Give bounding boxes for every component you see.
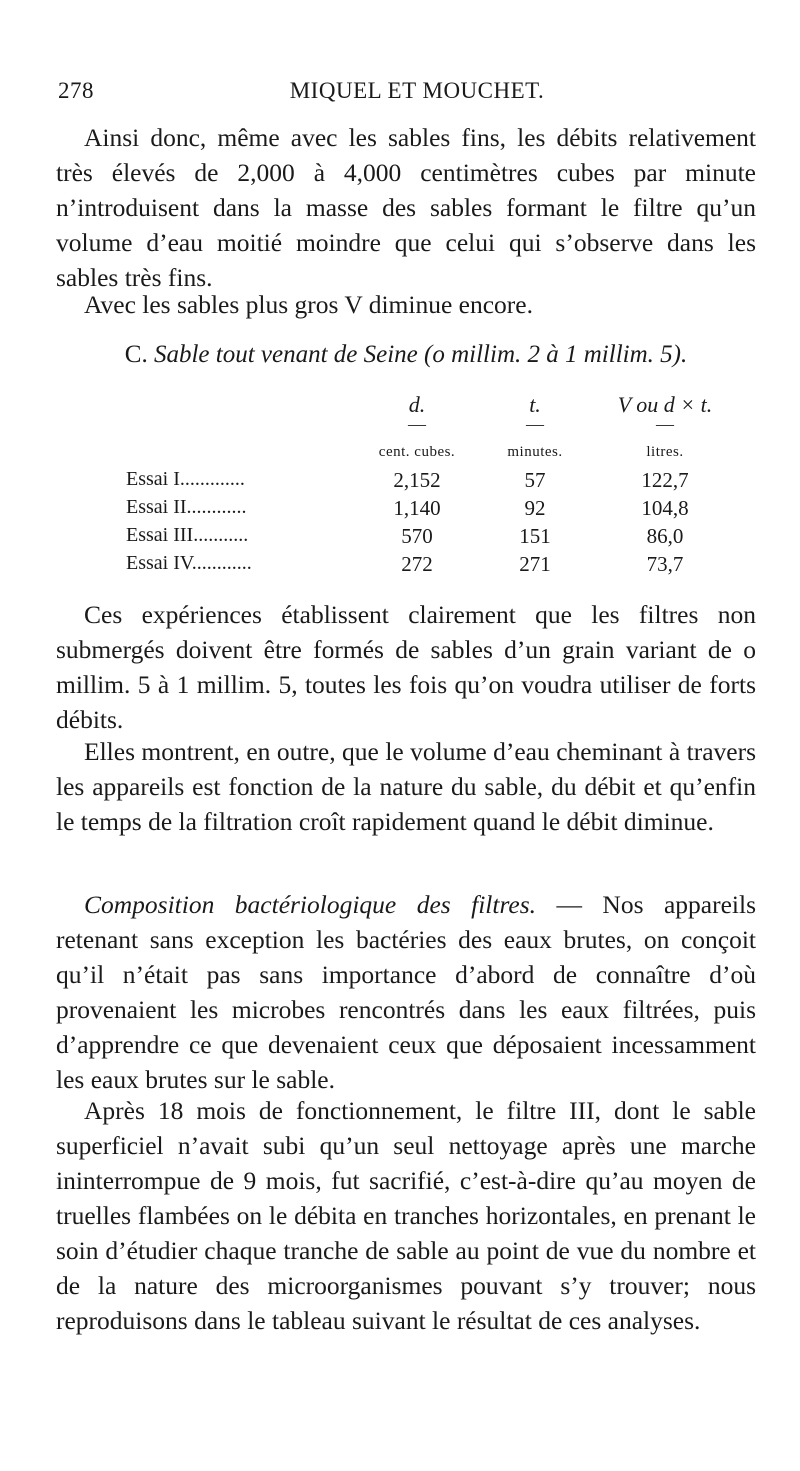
paragraph-6 [56, 1093, 756, 1338]
cell-v: 73,7 [646, 552, 684, 576]
paragraph-2 [56, 287, 756, 322]
table-row [0, 468, 800, 496]
page-header [58, 78, 756, 108]
column-dash: — [526, 414, 544, 434]
column-unit-v: litres. [646, 444, 684, 460]
table-row [0, 552, 800, 580]
cell-v: 122,7 [641, 468, 689, 492]
paragraph-body: — Nos appareils retenant sans exception les bactéries des eaux brutes, on conçoit qu’il n’était pas sans importance d’abord de connaître d’où provenaient les microbes rencontrés dans les eaux filtrées, puis d’apprendre ce que devenaient ceux que déposaient incessamment les eaux brutes sur le sable. [56, 890, 756, 1094]
cell-t: 151 [519, 524, 551, 548]
cell-t: 57 [524, 468, 546, 492]
column-header-t: t. [529, 392, 541, 417]
table-caption-title: Sable tout venant de Seine (o millim. 2 à 1 millim. 5). [153, 341, 688, 368]
column-header-d: d. [408, 392, 426, 417]
paragraph-text [56, 887, 756, 1097]
cell-v: 86,0 [646, 524, 684, 548]
paragraph-text: Ces expériences établissent clairement que les filtres non submergés doivent être formés de sables d’un grain variant de o millim. 5 à 1 millim. 5, toutes les fois qu’on voudra utiliser de forts débits. [56, 600, 756, 734]
row-label: Essai I............. [126, 468, 245, 490]
paragraph-text: Elles montrent, en outre, que le volume d’eau cheminant à travers les appareils est fonction de la nature du sable, du débit et qu’enfin le temps de la filtration croît rapidement quand le débit diminue. [56, 737, 756, 836]
cell-t: 92 [524, 496, 546, 520]
row-label: Essai III........... [126, 524, 249, 546]
table-caption-prefix: C. [124, 341, 148, 368]
row-label: Essai II............ [126, 496, 247, 518]
section-heading: Composition bactériologique des filtres. [84, 890, 537, 919]
column-dash: — [656, 414, 674, 434]
cell-d: 1,140 [393, 496, 441, 520]
paragraph-4 [56, 734, 756, 839]
cell-v: 104,8 [641, 496, 689, 520]
table-row [0, 524, 800, 552]
column-dash: — [408, 414, 426, 434]
cell-d: 272 [401, 552, 433, 576]
page-number: 278 [58, 78, 94, 103]
paragraph-text: Après 18 mois de fonctionnement, le filtre III, dont le sable superficiel n’avait subi qu’un seul nettoyage après une marche ininterrompue de 9 mois, fut sacrifié, c’est-à-dire qu’au moyen de truelles flambées on le débita en tranches horizontales, en prenant le soin d’étudier chaque tranche de sable au point de vue du nombre et de la nature des microorganismes pouvant s’y trouver; nous reproduisons dans le tableau suivant le résultat de ces analyses. [56, 1096, 756, 1335]
cell-d: 2,152 [393, 468, 441, 492]
table-caption [56, 341, 756, 369]
paragraph-3 [56, 597, 756, 737]
column-header-v: V ou d × t. [617, 392, 713, 417]
column-unit-t: minutes. [507, 444, 563, 460]
cell-t: 271 [519, 552, 551, 576]
paragraph-text: Ainsi donc, même avec les sables fins, les débits relativement très élevés de 2,000 à 4,000 centimètres cubes par minute n’introduisent dans la masse des sables formant le filtre qu’un volume d’eau moitié moindre que celui qui s’observe dans les sables très fins. [56, 123, 756, 292]
running-title: MIQUEL ET MOUCHET. [289, 78, 545, 103]
paragraph-5 [56, 887, 756, 1097]
table-row [0, 496, 800, 524]
cell-d: 570 [401, 524, 433, 548]
paragraph-1 [56, 120, 756, 295]
paragraph-text: Avec les sables plus gros V diminue encore. [84, 290, 533, 319]
column-unit-d: cent. cubes. [378, 444, 456, 460]
row-label: Essai IV............ [126, 552, 252, 574]
